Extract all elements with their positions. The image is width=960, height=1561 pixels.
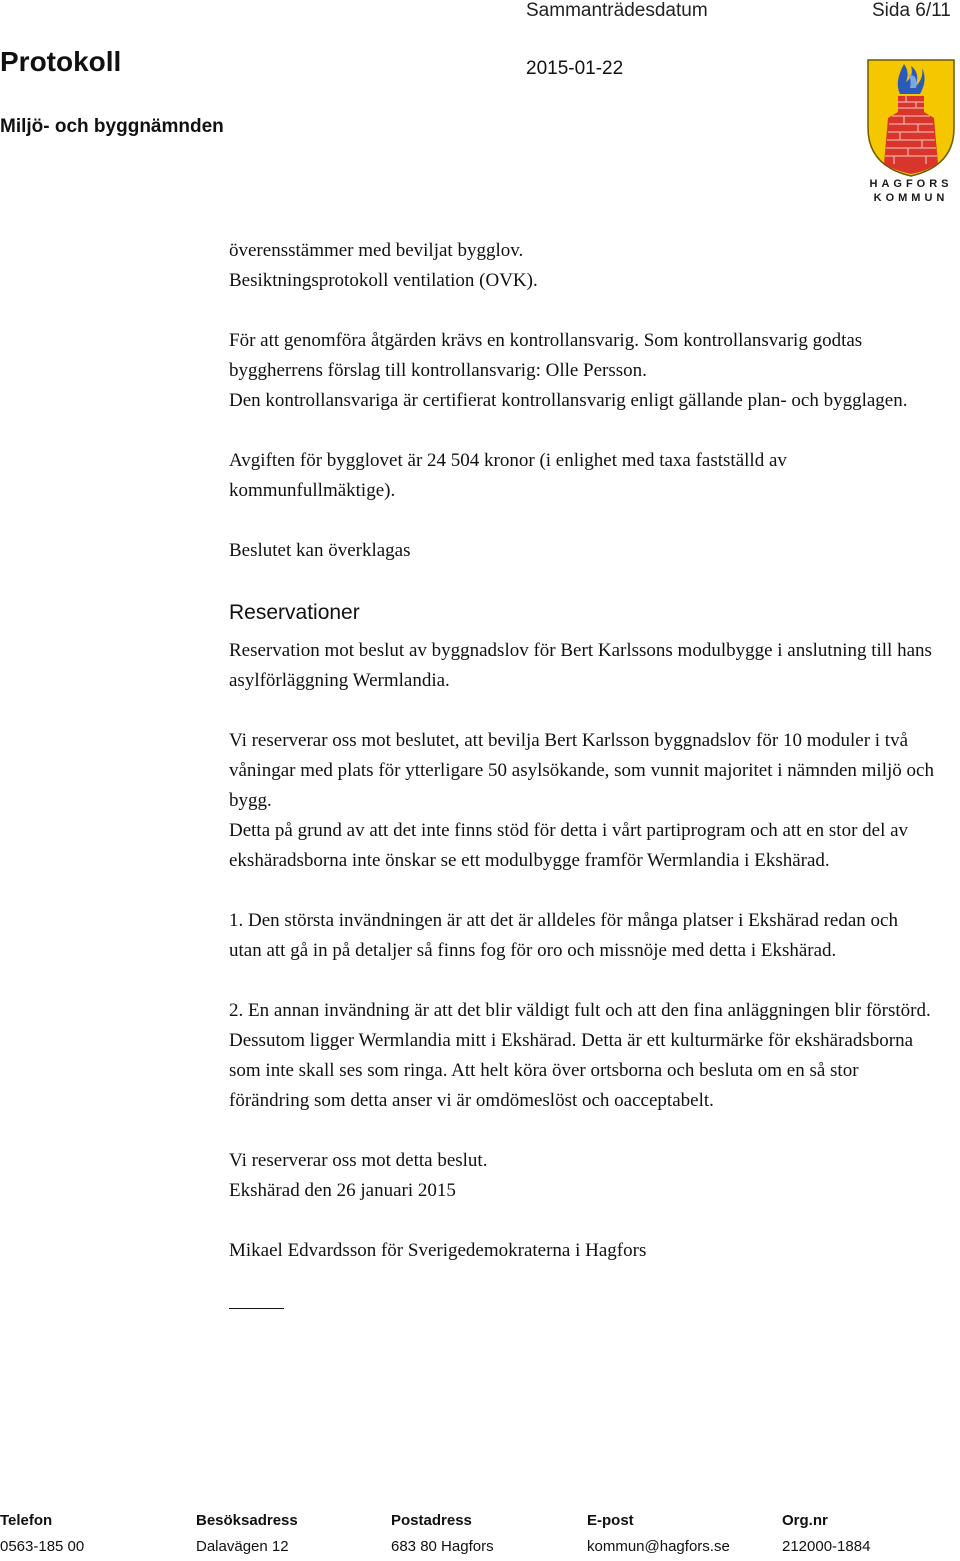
footer-postal-address: 683 80 Hagfors — [391, 1538, 494, 1555]
paragraph: Besiktningsprotokoll ventilation (OVK). — [229, 270, 538, 291]
signature-line — [229, 1308, 284, 1309]
document-title: Protokoll — [0, 46, 122, 77]
paragraph: Ekshärad den 26 januari 2015 — [229, 1180, 456, 1201]
paragraph: För att genomföra åtgärden krävs en kontrollansvarig. Som kontrollansvarig godtas byggherrens förslag till kontrollansvarig: Olle Persson. — [229, 330, 863, 381]
section-heading-reservationer: Reservationer — [229, 601, 360, 624]
paragraph: 1. Den största invändningen är att det är alldeles för många platser i Ekshärad redan och utan att gå in på detaljer så finns fog för oro och missnöje med detta i Ekshärad. — [229, 910, 898, 961]
footer-visit-address: Dalavägen 12 — [196, 1538, 289, 1555]
footer-email-label: E-post — [587, 1512, 634, 1529]
logo-text-hagfors: HAGFORS — [869, 178, 953, 190]
footer-postal-label: Postadress — [391, 1512, 472, 1529]
logo-text-kommun: KOMMUN — [873, 192, 949, 204]
paragraph: 2. En annan invändning är att det blir väldigt fult och att den fina anläggningen blir förstörd. Dessutom ligger Wermlandia mitt i Ekshärad. Detta är ett kulturmärke för ekshäradsborna som inte skall ses som ringa. Att helt köra över ortsborna och besluta om en så stor förändring som detta anser vi är omdömeslöst och oacceptabelt. — [229, 1000, 931, 1111]
meeting-date-label: Sammanträdesdatum — [526, 0, 708, 21]
coat-of-arms-icon — [864, 58, 958, 178]
footer-visit-label: Besöksadress — [196, 1512, 298, 1529]
page-number: Sida 6/11 — [872, 0, 951, 21]
footer-phone-label: Telefon — [0, 1512, 53, 1529]
signature-name: Mikael Edvardsson för Sverigedemokraterna i Hagfors — [229, 1240, 647, 1261]
paragraph: Den kontrollansvariga är certifierat kontrollansvarig enligt gällande plan- och bygglagen. — [229, 390, 908, 411]
paragraph: Beslutet kan överklagas — [229, 540, 411, 561]
footer-email-link[interactable]: kommun@hagfors.se — [587, 1538, 730, 1555]
paragraph: Vi reserverar oss mot beslutet, att bevilja Bert Karlsson byggnadslov för 10 moduler i två våningar med plats för ytterligare 50 asylsökande, som vunnit majoritet i nämnden miljö och bygg. — [229, 730, 934, 811]
footer-orgnr-label: Org.nr — [782, 1512, 828, 1529]
paragraph: Avgiften för bygglovet är 24 504 kronor (i enlighet med taxa fastställd av kommunfullmäktige). — [229, 450, 787, 501]
paragraph: Vi reserverar oss mot detta beslut. — [229, 1150, 488, 1171]
paragraph: överensstämmer med beviljat bygglov. — [229, 240, 524, 261]
meeting-date: 2015-01-22 — [526, 58, 624, 79]
paragraph: Reservation mot beslut av byggnadslov för Bert Karlssons modulbygge i anslutning till hans asylförläggning Wermlandia. — [229, 640, 932, 691]
paragraph: Detta på grund av att det inte finns stöd för detta i vårt partiprogram och att en stor del av ekshäradsborna inte önskar se ett modulbygge framför Wermlandia i Ekshärad. — [229, 820, 909, 871]
hagfors-kommun-logo — [864, 58, 958, 208]
protocol-body — [229, 236, 934, 1309]
department-name: Miljö- och byggnämnden — [0, 116, 224, 137]
footer-phone: 0563-185 00 — [0, 1538, 85, 1555]
footer-orgnr: 212000-1884 — [782, 1538, 871, 1555]
